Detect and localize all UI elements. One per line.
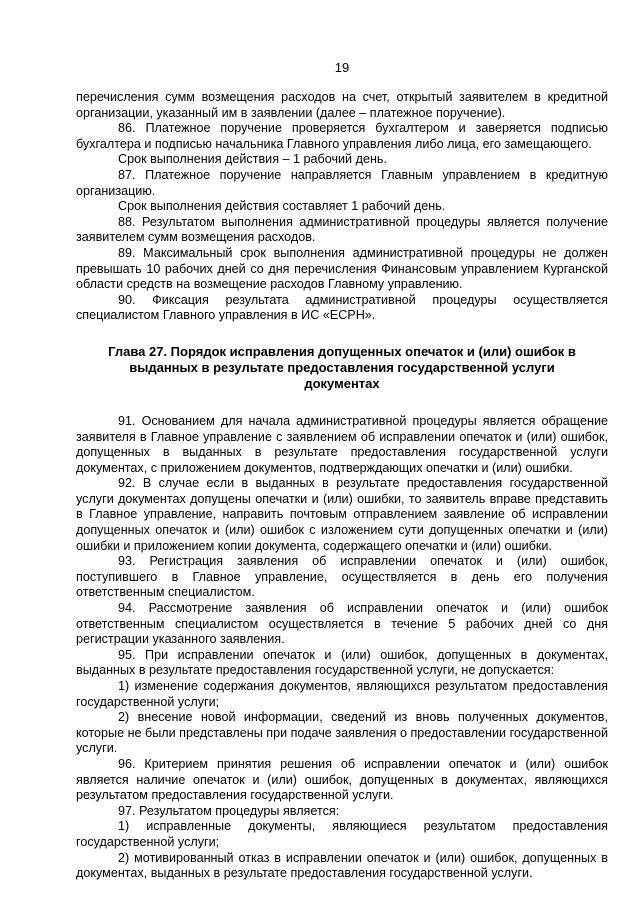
paragraph: 92. В случае если в выданных в результате предоставления государственной услуги документах допущены опечатки и (или) ошибки, то заявитель вправе представить в Главное управление, направить почтовым отправлением заявление об исправлении допущенных опечаток и (или) ошибок с изложением сути допущенных опечатки и (или) ошибки и приложением копии документа, содержащего опечатки и (или) ошибки. — [76, 476, 608, 553]
paragraph: 97. Результатом процедуры является: — [118, 803, 340, 818]
paragraph: 93. Регистрация заявления об исправлении опечаток и (или) ошибок, поступившего в Главное управление, осуществляется в день его получения ответственным специалистом. — [76, 554, 608, 600]
paragraph: 94. Рассмотрение заявления об исправлении опечаток и (или) ошибок ответственным специалистом осуществляется в течение 5 рабочих дней со дня регистрации указанного заявления. — [76, 601, 608, 647]
paragraph: 1) изменение содержания документов, являющихся результатом предоставления государственной услуги; — [76, 679, 608, 709]
paragraph: 86. Платежное поручение проверяется бухгалтером и заверяется подписью бухгалтера и подписью начальника Главного управления либо лица, его замещающего. — [76, 121, 608, 151]
paragraph: Срок выполнения действия – 1 рабочий день. — [118, 152, 387, 167]
paragraph: перечисления сумм возмещения расходов на счет, открытый заявителем в кредитной организации, указанный им в заявлении (далее – платежное поручение). — [76, 90, 608, 120]
paragraph: 96. Критерием принятия решения об исправлении опечаток и (или) ошибок является наличие опечаток и (или) ошибок, допущенных в документах, являющихся результатом предоставления государственной услуги. — [76, 756, 608, 803]
paragraph: 1) исправленные документы, являющиеся результатом предоставления государственной услуги; — [76, 819, 608, 849]
paragraph: Срок выполнения действия составляет 1 рабочий день. — [118, 199, 446, 214]
paragraph: 88. Результатом выполнения административной процедуры является получение заявителем сумм возмещения расходов. — [76, 214, 608, 245]
chapter-heading: Глава 27. Порядок исправления допущенных опечаток и (или) ошибок в выданных в результате предоставления государственной услуги документах — [108, 343, 576, 391]
paragraph: 2) мотивированный отказ в исправлении опечаток и (или) ошибок, допущенных в документах, выданных в результате предоставления государственной услуги. — [76, 850, 608, 881]
paragraph: 89. Максимальный срок выполнения административной процедуры не должен превышать 10 рабочих дней со дня перечисления Финансовым управлением Курганской области средств на возмещение расходов Главному управлению. — [76, 245, 608, 292]
section-b — [76, 414, 608, 882]
paragraph: 95. При исправлении опечаток и (или) ошибок, допущенных в документах, выданных в результате предоставления государственной услуги, не допускается: — [76, 647, 608, 678]
page-number: 19 — [334, 60, 350, 75]
paragraph: 91. Основанием для начала административной процедуры является обращение заявителя в Главное управление с заявлением об исправлении опечаток и (или) ошибок, допущенных в выданных в результате предоставления государственной услуги документах, с приложением документов, подтверждающих опечатки и (или) ошибки. — [76, 413, 608, 475]
paragraph: 90. Фиксация результата административной процедуры осуществляется специалистом Главного управления в ИС «ЕСРН». — [76, 292, 608, 323]
paragraph: 87. Платежное поручение направляется Главным управлением в кредитную организацию. — [76, 167, 608, 198]
paragraph: 2) внесение новой информации, сведений из вновь полученных документов, которые не были представлены при подаче заявления о предоставлении государственной услуги. — [76, 710, 608, 756]
section-a — [76, 90, 608, 324]
